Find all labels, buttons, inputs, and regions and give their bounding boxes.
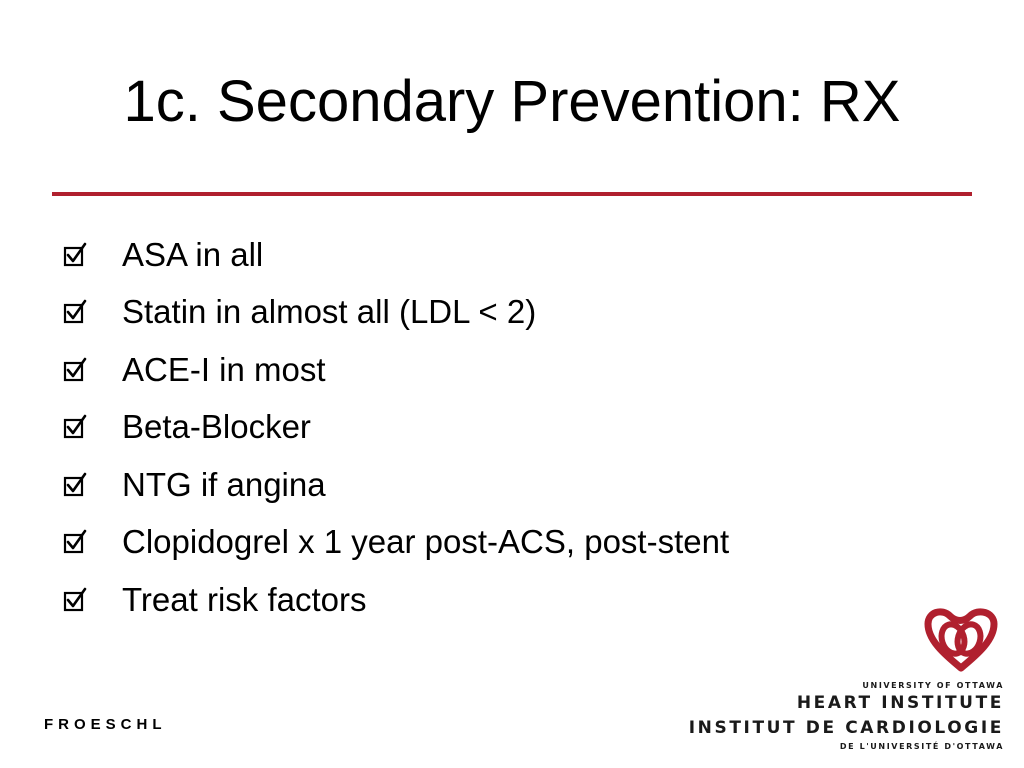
footer-author: FROESCHL xyxy=(44,716,167,733)
bullet-text: Clopidogrel x 1 year post-ACS, post-stent xyxy=(122,523,730,561)
logo-universite-line: DE L'UNIVERSITÉ D'OTTAWA xyxy=(839,742,1004,751)
bullet-item xyxy=(62,514,729,572)
bullet-text: NTG if angina xyxy=(122,465,326,503)
checked-box-icon xyxy=(62,414,88,440)
bullet-item xyxy=(62,226,729,284)
bullet-text: ASA in all xyxy=(122,235,264,273)
bullet-text: Treat risk factors xyxy=(122,580,367,618)
checked-box-icon xyxy=(62,299,88,325)
checked-box-icon xyxy=(62,529,88,555)
bullet-item xyxy=(62,341,729,399)
checked-box-icon xyxy=(62,587,88,613)
heart-institute-logo-icon xyxy=(920,606,1002,674)
checked-box-icon xyxy=(62,242,88,268)
title-divider xyxy=(52,192,972,196)
logo-institut-cardiologie: INSTITUT DE CARDIOLOGIE xyxy=(688,718,1004,738)
bullet-list xyxy=(62,226,729,629)
bullet-item xyxy=(62,399,729,457)
bullet-item xyxy=(62,284,729,342)
bullet-text: ACE-I in most xyxy=(122,350,326,388)
bullet-item xyxy=(62,571,729,629)
logo-university-line: UNIVERSITY OF OTTAWA xyxy=(862,681,1004,690)
bullet-text: Beta-Blocker xyxy=(122,408,311,446)
slide-title: 1c. Secondary Prevention: RX xyxy=(123,69,901,134)
logo-heart-institute: HEART INSTITUTE xyxy=(796,693,1004,713)
checked-box-icon xyxy=(62,472,88,498)
bullet-item xyxy=(62,456,729,514)
heart-institute-logo xyxy=(660,600,1016,758)
bullet-text: Statin in almost all (LDL < 2) xyxy=(122,293,537,331)
checked-box-icon xyxy=(62,357,88,383)
